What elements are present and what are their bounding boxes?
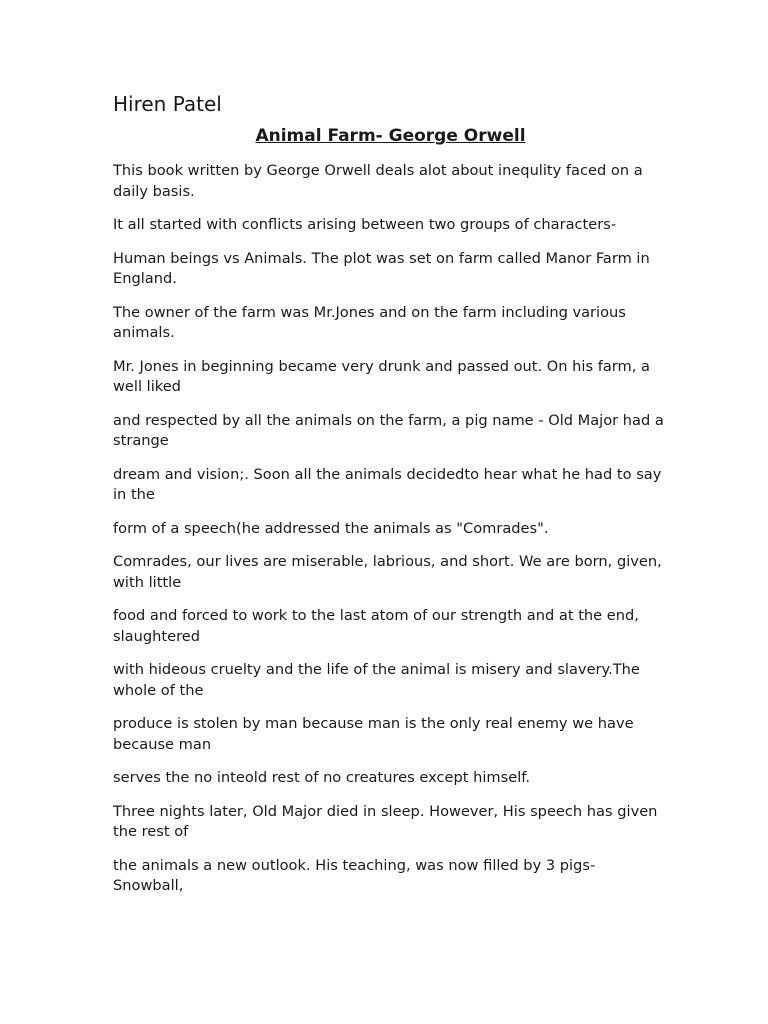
paragraph: produce is stolen by man because man is the only real enemy we have because man: [113, 715, 634, 753]
paragraph: with hideous cruelty and the life of the animal is misery and slavery.The whole of the: [113, 661, 640, 699]
paragraph: and respected by all the animals on the farm, a pig name - Old Major had a strange: [113, 411, 664, 449]
paragraph: Comrades, our lives are miserable, labrious, and short. We are born, given, with little: [113, 553, 662, 591]
paragraph: Mr. Jones in beginning became very drunk and passed out. On his farm, a well liked: [113, 357, 650, 395]
paragraph: the animals a new outlook. His teaching, was now filled by 3 pigs- Snowball,: [113, 856, 596, 894]
paragraph: form of a speech(he addressed the animals as "Comrades".: [113, 519, 549, 537]
paragraph: serves the no inteold rest of no creatures except himself.: [113, 769, 530, 786]
paragraph: Human beings vs Animals. The plot was set on farm called Manor Farm in England.: [113, 249, 650, 287]
paragraph: food and forced to work to the last atom of our strength and at the end, slaughtered: [113, 607, 639, 645]
paragraph: It all started with conflicts arising between two groups of characters-: [113, 216, 617, 233]
author-name: Hiren Patel: [113, 92, 222, 116]
paragraph: This book written by George Orwell deals alot about inequlity faced on a daily basis.: [113, 162, 643, 200]
paragraph: dream and vision;. Soon all the animals decidedto hear what he had to say in the: [113, 465, 662, 503]
paragraph: Three nights later, Old Major died in sleep. However, His speech has given the rest of: [113, 802, 658, 840]
document-body: [113, 161, 668, 897]
paragraph: The owner of the farm was Mr.Jones and on the farm including various animals.: [113, 303, 626, 341]
document-title: Animal Farm- George Orwell: [255, 126, 526, 146]
